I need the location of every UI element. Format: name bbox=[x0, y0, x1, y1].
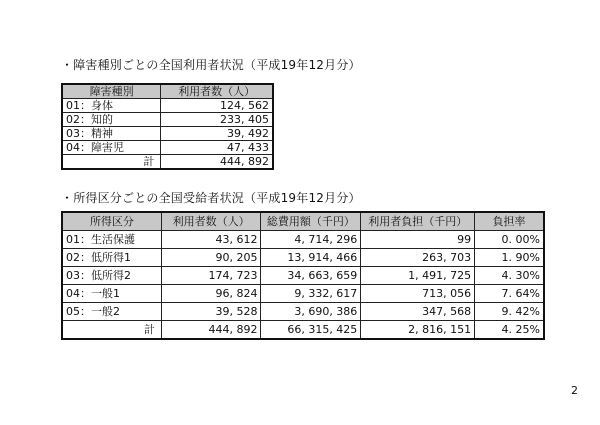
row-rate: 7. 64% bbox=[475, 285, 544, 303]
row-value: 124, 562 bbox=[161, 99, 273, 113]
page-number: 2 bbox=[571, 384, 578, 397]
total-value: 444, 892 bbox=[161, 155, 273, 170]
row-cost: 34, 663, 659 bbox=[261, 267, 361, 285]
section2-heading: ・所得区分ごとの全国受給者状況（平成19年12月分） bbox=[61, 191, 361, 205]
table-row bbox=[62, 113, 273, 127]
row-value: 47, 433 bbox=[161, 141, 273, 155]
total-users: 444, 892 bbox=[161, 321, 261, 340]
header-burden-rate: 負担率 bbox=[475, 212, 544, 231]
table-row bbox=[62, 99, 273, 113]
row-cost: 9, 332, 617 bbox=[261, 285, 361, 303]
table-row bbox=[62, 231, 544, 249]
row-label: 05：一般2 bbox=[62, 303, 161, 321]
row-users: 43, 612 bbox=[161, 231, 261, 249]
table-header-row bbox=[62, 212, 544, 231]
row-users: 96, 824 bbox=[161, 285, 261, 303]
table-row bbox=[62, 141, 273, 155]
row-users: 174, 723 bbox=[161, 267, 261, 285]
table-row bbox=[62, 249, 544, 267]
total-row bbox=[62, 155, 273, 170]
row-cost: 4, 714, 296 bbox=[261, 231, 361, 249]
row-users: 90, 205 bbox=[161, 249, 261, 267]
row-label: 02：知的 bbox=[62, 113, 161, 127]
table-row bbox=[62, 267, 544, 285]
table-row bbox=[62, 303, 544, 321]
table-row bbox=[62, 127, 273, 141]
row-rate: 0. 00% bbox=[475, 231, 544, 249]
row-label: 03：低所得2 bbox=[62, 267, 161, 285]
row-rate: 1. 90% bbox=[475, 249, 544, 267]
total-burden: 2, 816, 151 bbox=[361, 321, 475, 340]
total-rate: 4. 25% bbox=[475, 321, 544, 340]
header-user-burden: 利用者負担（千円） bbox=[361, 212, 475, 231]
table-header-row bbox=[62, 84, 273, 99]
row-value: 39, 492 bbox=[161, 127, 273, 141]
row-burden: 1, 491, 725 bbox=[361, 267, 475, 285]
row-label: 02：低所得1 bbox=[62, 249, 161, 267]
header-user-count: 利用者数（人） bbox=[161, 84, 273, 99]
row-burden: 347, 568 bbox=[361, 303, 475, 321]
row-rate: 9. 42% bbox=[475, 303, 544, 321]
header-user-count: 利用者数（人） bbox=[161, 212, 261, 231]
total-cost: 66, 315, 425 bbox=[261, 321, 361, 340]
table-row bbox=[62, 285, 544, 303]
row-label: 01：身体 bbox=[62, 99, 161, 113]
income-category-table bbox=[61, 211, 545, 340]
row-burden: 99 bbox=[361, 231, 475, 249]
section1-heading: ・障害種別ごとの全国利用者状況（平成19年12月分） bbox=[61, 58, 361, 72]
header-income-category: 所得区分 bbox=[62, 212, 161, 231]
row-label: 04：障害児 bbox=[62, 141, 161, 155]
row-cost: 13, 914, 466 bbox=[261, 249, 361, 267]
row-users: 39, 528 bbox=[161, 303, 261, 321]
row-label: 01：生活保護 bbox=[62, 231, 161, 249]
row-cost: 3, 690, 386 bbox=[261, 303, 361, 321]
row-burden: 713, 056 bbox=[361, 285, 475, 303]
row-label: 04：一般1 bbox=[62, 285, 161, 303]
row-burden: 263, 703 bbox=[361, 249, 475, 267]
disability-type-table bbox=[61, 83, 274, 170]
header-disability-type: 障害種別 bbox=[62, 84, 161, 99]
row-label: 03：精神 bbox=[62, 127, 161, 141]
total-label: 計 bbox=[62, 155, 161, 170]
header-total-cost: 総費用額（千円） bbox=[261, 212, 361, 231]
total-label: 計 bbox=[62, 321, 161, 340]
total-row bbox=[62, 321, 544, 340]
row-value: 233, 405 bbox=[161, 113, 273, 127]
row-rate: 4. 30% bbox=[475, 267, 544, 285]
